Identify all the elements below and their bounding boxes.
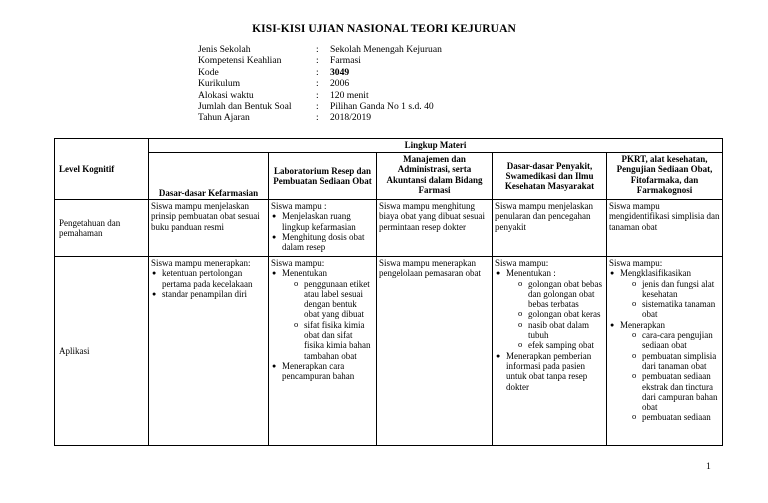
table-cell [269,257,377,446]
list-item [506,268,604,350]
column-header [493,153,607,200]
cell-text: Siswa mampu mengidentifikasi simplisia dan tanaman obat [609,201,720,232]
list-item-label: Menerapkan [620,319,665,330]
meta-value: Pilihan Ganda No 1 s.d. 40 [330,101,434,113]
list-item [282,268,374,361]
column-header-label: Laboratorium Resep dan Pembuatan Sediaan Obat [273,165,372,186]
level-kognitif-header: Level Kognitif [55,139,149,200]
meta-colon: : [316,112,319,124]
sub-list-item: o pembuatan simplisia dari tanaman obat [642,351,720,372]
exam-metadata [198,44,442,124]
meta-row-kurikulum [198,78,442,89]
table-cell [149,257,269,446]
column-header-label: Dasar-dasar Penyakit, Swamedikasi dan Ilmu Kesehatan Masyarakat [504,160,595,192]
table-cell [149,200,269,257]
sub-list-item: o sifat fisika kimia obat dan sifat fisika kimia bahan tambahan obat [304,320,374,361]
list-item-label: Menentukan [282,268,327,279]
column-header-label: Manajemen dan Administrasi, serta Akuntansi dalam Bidang Farmasi [386,154,483,195]
cell-text: Siswa mampu menerapkan pengelolaan pemasaran obat [379,258,481,279]
table-cell [377,200,493,257]
sub-list-item: o cara-cara pengujian sediaan obat [642,330,720,351]
meta-colon: : [316,89,319,101]
column-header-label: Dasar-dasar Kefarmasian [158,187,259,198]
table-row [55,200,723,257]
sub-list-item: o efek samping obat [528,340,604,350]
list-item: ● Menjelaskan ruang lingkup kefarmasian [282,211,374,232]
sub-list-item: o nasib obat dalam tubuh [528,320,604,341]
table-cell [269,200,377,257]
sub-list-item: o jenis dan fungsi alat kesehatan [642,279,720,300]
column-header [607,153,723,200]
meta-key: Jenis Sekolah [198,44,251,55]
cell-intro: Siswa mampu : [271,201,327,211]
cell-intro: Siswa mampu: [271,258,325,268]
document-title: KISI-KISI UJIAN NASIONAL TEORI KEJURUAN [252,23,516,35]
page-number: 1 [706,461,711,472]
sub-list-item: o penggunaan etiket atau label sesuai dengan bentuk obat yang dibuat [304,279,374,320]
meta-value: 3049 [330,66,350,78]
sub-list-item: o pembuatan sediaan ekstrak dan tinctura dari campuran bahan obat [642,371,720,412]
cell-text: Siswa mampu menjelaskan penularan dan pencegahan penyakit [495,201,593,232]
meta-colon: : [316,78,319,90]
meta-value: 2018/2019 [330,112,372,124]
cell-text: Siswa mampu menghitung biaya obat yang dibuat sesuai permintaan resep dokter [379,201,485,232]
meta-row-alokasi-waktu [198,90,442,101]
column-header-label: PKRT, alat kesehatan, Pengujian Sediaan Obat, Fitofarmaka, dan Farmakognosi [616,154,713,195]
cell-intro: Siswa mampu: [495,258,549,268]
meta-key: Kompetensi Keahlian [198,55,282,67]
column-header [269,153,377,200]
meta-colon: : [316,44,319,55]
lingkup-materi-header: Lingkup Materi [149,139,723,153]
meta-key: Alokasi waktu [198,89,254,101]
sub-list-item: o sistematika tanaman obat [642,299,720,320]
kisi-kisi-table [54,138,723,446]
level-cell: Pengetahuan dan pemahaman [55,200,149,257]
list-item: ● standar penampilan diri [162,289,266,299]
meta-colon: : [316,55,319,67]
table-row [55,257,723,446]
sub-list-item: o golongan obat keras [528,309,604,319]
list-item: ● ketentuan pertolongan pertama pada kecelakaan [162,268,266,289]
meta-row-tahun-ajaran [198,112,442,123]
meta-value: Farmasi [330,55,361,67]
meta-key: Kurikulum [198,78,241,90]
list-item: ● Menghitung dosis obat dalam resep [282,232,374,253]
meta-key: Kode [198,66,219,78]
meta-key: Tahun Ajaran [198,112,250,124]
meta-key: Jumlah dan Bentuk Soal [198,101,292,113]
list-item: ● Menerapkan pemberian informasi pada pasien untuk obat tanpa resep dokter [506,351,604,392]
table-cell [493,257,607,446]
level-cell: Aplikasi [55,257,149,446]
list-item-label: Menentukan : [506,268,556,279]
list-item [620,320,720,423]
meta-value: 2006 [330,78,350,90]
sub-list-item: o pembuatan sediaan [642,412,720,422]
table-cell [377,257,493,446]
cell-intro: Siswa mampu menerapkan: [151,258,251,268]
sub-list-item: o golongan obat bebas dan golongan obat bebas terbatas [528,279,604,310]
table-cell [607,257,723,446]
meta-value: Sekolah Menengah Kejuruan [330,44,442,55]
meta-row-jenis-sekolah [198,44,442,55]
table-cell [493,200,607,257]
list-item [620,268,720,319]
meta-row-kode [198,67,442,78]
cell-text: Siswa mampu menjelaskan prinsip pembuatan obat sesuai buku panduan resmi [151,201,260,232]
table-cell [607,200,723,257]
cell-intro: Siswa mampu: [609,258,663,268]
meta-value: 120 menit [330,89,369,101]
meta-row-jumlah-soal [198,101,442,112]
column-header [377,153,493,200]
list-item-label: Mengklasifikasikan [620,268,691,279]
meta-row-kompetensi [198,55,442,66]
meta-colon: : [316,101,319,113]
column-header [149,153,269,200]
list-item: ● Menerapkan cara pencampuran bahan [282,361,374,382]
meta-colon: : [316,66,319,78]
